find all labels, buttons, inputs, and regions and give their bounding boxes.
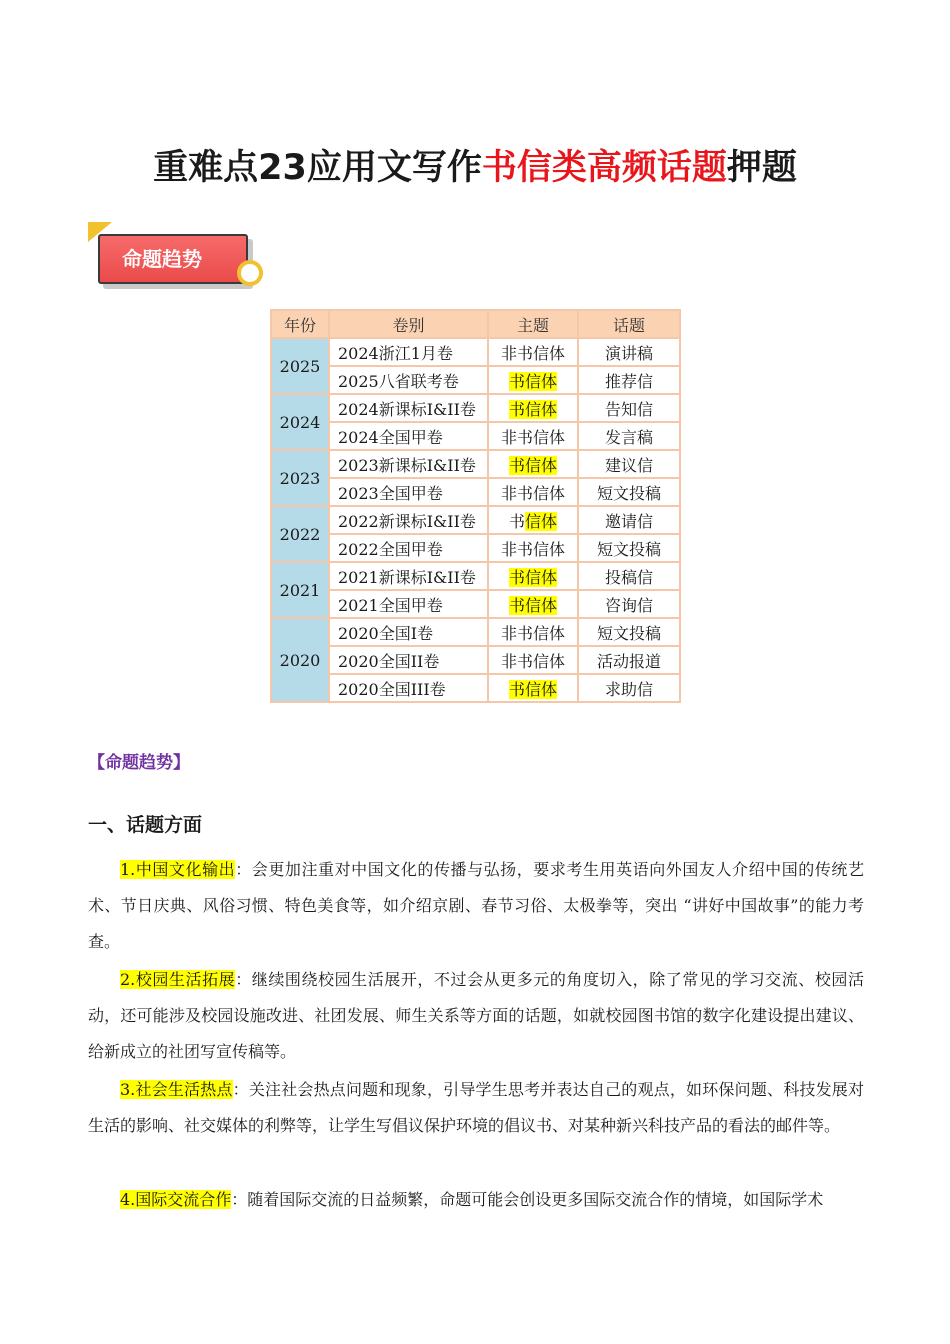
table-row <box>271 422 680 450</box>
table-row <box>271 366 680 394</box>
table-row <box>271 618 680 646</box>
theme-text: 非书信体 <box>500 651 565 671</box>
page-title <box>0 140 950 190</box>
theme-cell <box>488 674 578 702</box>
theme-cell <box>488 618 578 646</box>
paper-cell: 2024新课标I&II卷 <box>329 394 488 422</box>
paragraph-key: 2.校园生活拓展 <box>120 970 236 989</box>
theme-text: 非书信体 <box>500 539 565 559</box>
topic-cell: 告知信 <box>578 394 680 422</box>
topic-cell: 短文投稿 <box>578 478 680 506</box>
badge-label: 命题趋势 <box>98 234 248 284</box>
paragraph-text: ：关注社会热点问题和现象，引导学生思考并表达自己的观点，如环保问题、科技发展对生活的影响、社交媒体的利弊等，让学生写倡议保护环境的倡议书、对某种新兴科技产品的看法的邮件等。 <box>88 1080 864 1135</box>
theme-text: 非书信体 <box>500 343 565 363</box>
header-theme: 主题 <box>488 310 578 338</box>
theme-cell <box>488 646 578 674</box>
paragraph <box>88 852 864 960</box>
table-row <box>271 450 680 478</box>
year-cell: 2021 <box>271 562 329 618</box>
theme-highlight: 信体 <box>525 511 558 531</box>
table-header-row <box>271 310 680 338</box>
theme-highlight: 书信体 <box>508 371 557 391</box>
header-topic: 话题 <box>578 310 680 338</box>
paragraph <box>88 962 864 1070</box>
theme-cell <box>488 394 578 422</box>
theme-text: 非书信体 <box>500 427 565 447</box>
paper-cell: 2021全国甲卷 <box>329 590 488 618</box>
topic-cell: 演讲稿 <box>578 338 680 366</box>
table-row <box>271 478 680 506</box>
table-row <box>271 674 680 702</box>
paper-cell: 2023新课标I&II卷 <box>329 450 488 478</box>
paragraph-key: 4.国际交流合作 <box>120 1190 232 1209</box>
paragraph-key: 1.中国文化输出 <box>120 860 236 879</box>
theme-highlight: 书信体 <box>508 679 557 699</box>
theme-prefix: 书 <box>508 511 525 531</box>
year-cell: 2022 <box>271 506 329 562</box>
paper-cell: 2020全国II卷 <box>329 646 488 674</box>
section-badge <box>88 222 268 292</box>
topic-cell: 短文投稿 <box>578 618 680 646</box>
table-row <box>271 394 680 422</box>
title-suffix: 押题 <box>726 148 797 188</box>
paper-cell: 2020全国I卷 <box>329 618 488 646</box>
trend-table <box>270 309 681 703</box>
paper-cell: 2025八省联考卷 <box>329 366 488 394</box>
theme-text: 非书信体 <box>500 623 565 643</box>
theme-text: 非书信体 <box>500 483 565 503</box>
theme-cell <box>488 534 578 562</box>
paragraph <box>88 1182 864 1218</box>
year-cell: 2023 <box>271 450 329 506</box>
table-row <box>271 338 680 366</box>
theme-highlight: 书信体 <box>508 455 557 475</box>
paper-cell: 2022全国甲卷 <box>329 534 488 562</box>
paper-cell: 2020全国III卷 <box>329 674 488 702</box>
triangle-decoration-icon <box>88 222 112 242</box>
theme-highlight: 书信体 <box>508 567 557 587</box>
table-row <box>271 562 680 590</box>
theme-cell <box>488 506 578 534</box>
header-year: 年份 <box>271 310 329 338</box>
table-row <box>271 506 680 534</box>
year-cell: 2024 <box>271 394 329 450</box>
paragraph <box>88 1072 864 1144</box>
paragraph-text: ：随着国际交流的日益频繁，命题可能会创设更多国际交流合作的情境，如国际学术 <box>231 1190 824 1209</box>
theme-cell <box>488 590 578 618</box>
topic-cell: 活动报道 <box>578 646 680 674</box>
topic-cell: 建议信 <box>578 450 680 478</box>
topic-cell: 发言稿 <box>578 422 680 450</box>
section-heading: 一、话题方面 <box>88 814 203 836</box>
paragraph-text: ：继续围绕校园生活展开，不过会从更多元的角度切入，除了常见的学习交流、校园活动，还可能涉及校园设施改进、社团发展、师生关系等方面的话题，如就校园图书馆的数字化建设提出建议、给新成立的社团写宣传稿等。 <box>88 970 864 1061</box>
section-tag: 【命题趋势】 <box>88 753 190 773</box>
topic-cell: 咨询信 <box>578 590 680 618</box>
title-highlight: 书信类高频话题 <box>481 148 727 188</box>
header-paper: 卷别 <box>329 310 488 338</box>
year-cell: 2020 <box>271 618 329 702</box>
year-cell: 2025 <box>271 338 329 394</box>
theme-cell <box>488 478 578 506</box>
theme-cell <box>488 450 578 478</box>
topic-cell: 求助信 <box>578 674 680 702</box>
paper-cell: 2024全国甲卷 <box>329 422 488 450</box>
topic-cell: 短文投稿 <box>578 534 680 562</box>
paragraph-key: 3.社会生活热点 <box>120 1080 233 1099</box>
paper-cell: 2022新课标I&II卷 <box>329 506 488 534</box>
table-row <box>271 590 680 618</box>
table-row <box>271 646 680 674</box>
theme-cell <box>488 338 578 366</box>
topic-cell: 投稿信 <box>578 562 680 590</box>
paper-cell: 2023全国甲卷 <box>329 478 488 506</box>
paper-cell: 2024浙江1月卷 <box>329 338 488 366</box>
ring-decoration-icon <box>237 260 263 286</box>
theme-cell <box>488 422 578 450</box>
title-prefix: 重难点23应用文写作 <box>153 148 482 188</box>
paragraph-text: ：会更加注重对中国文化的传播与弘扬，要求考生用英语向外国友人介绍中国的传统艺术、节日庆典、风俗习惯、特色美食等，如介绍京剧、春节习俗、太极拳等，突出 “讲好中国故事”的能力考查。 <box>88 860 864 951</box>
table-row <box>271 534 680 562</box>
paper-cell: 2021新课标I&II卷 <box>329 562 488 590</box>
theme-highlight: 书信体 <box>508 399 557 419</box>
theme-cell <box>488 562 578 590</box>
topic-cell: 邀请信 <box>578 506 680 534</box>
topic-cell: 推荐信 <box>578 366 680 394</box>
theme-cell <box>488 366 578 394</box>
theme-highlight: 书信体 <box>508 595 557 615</box>
